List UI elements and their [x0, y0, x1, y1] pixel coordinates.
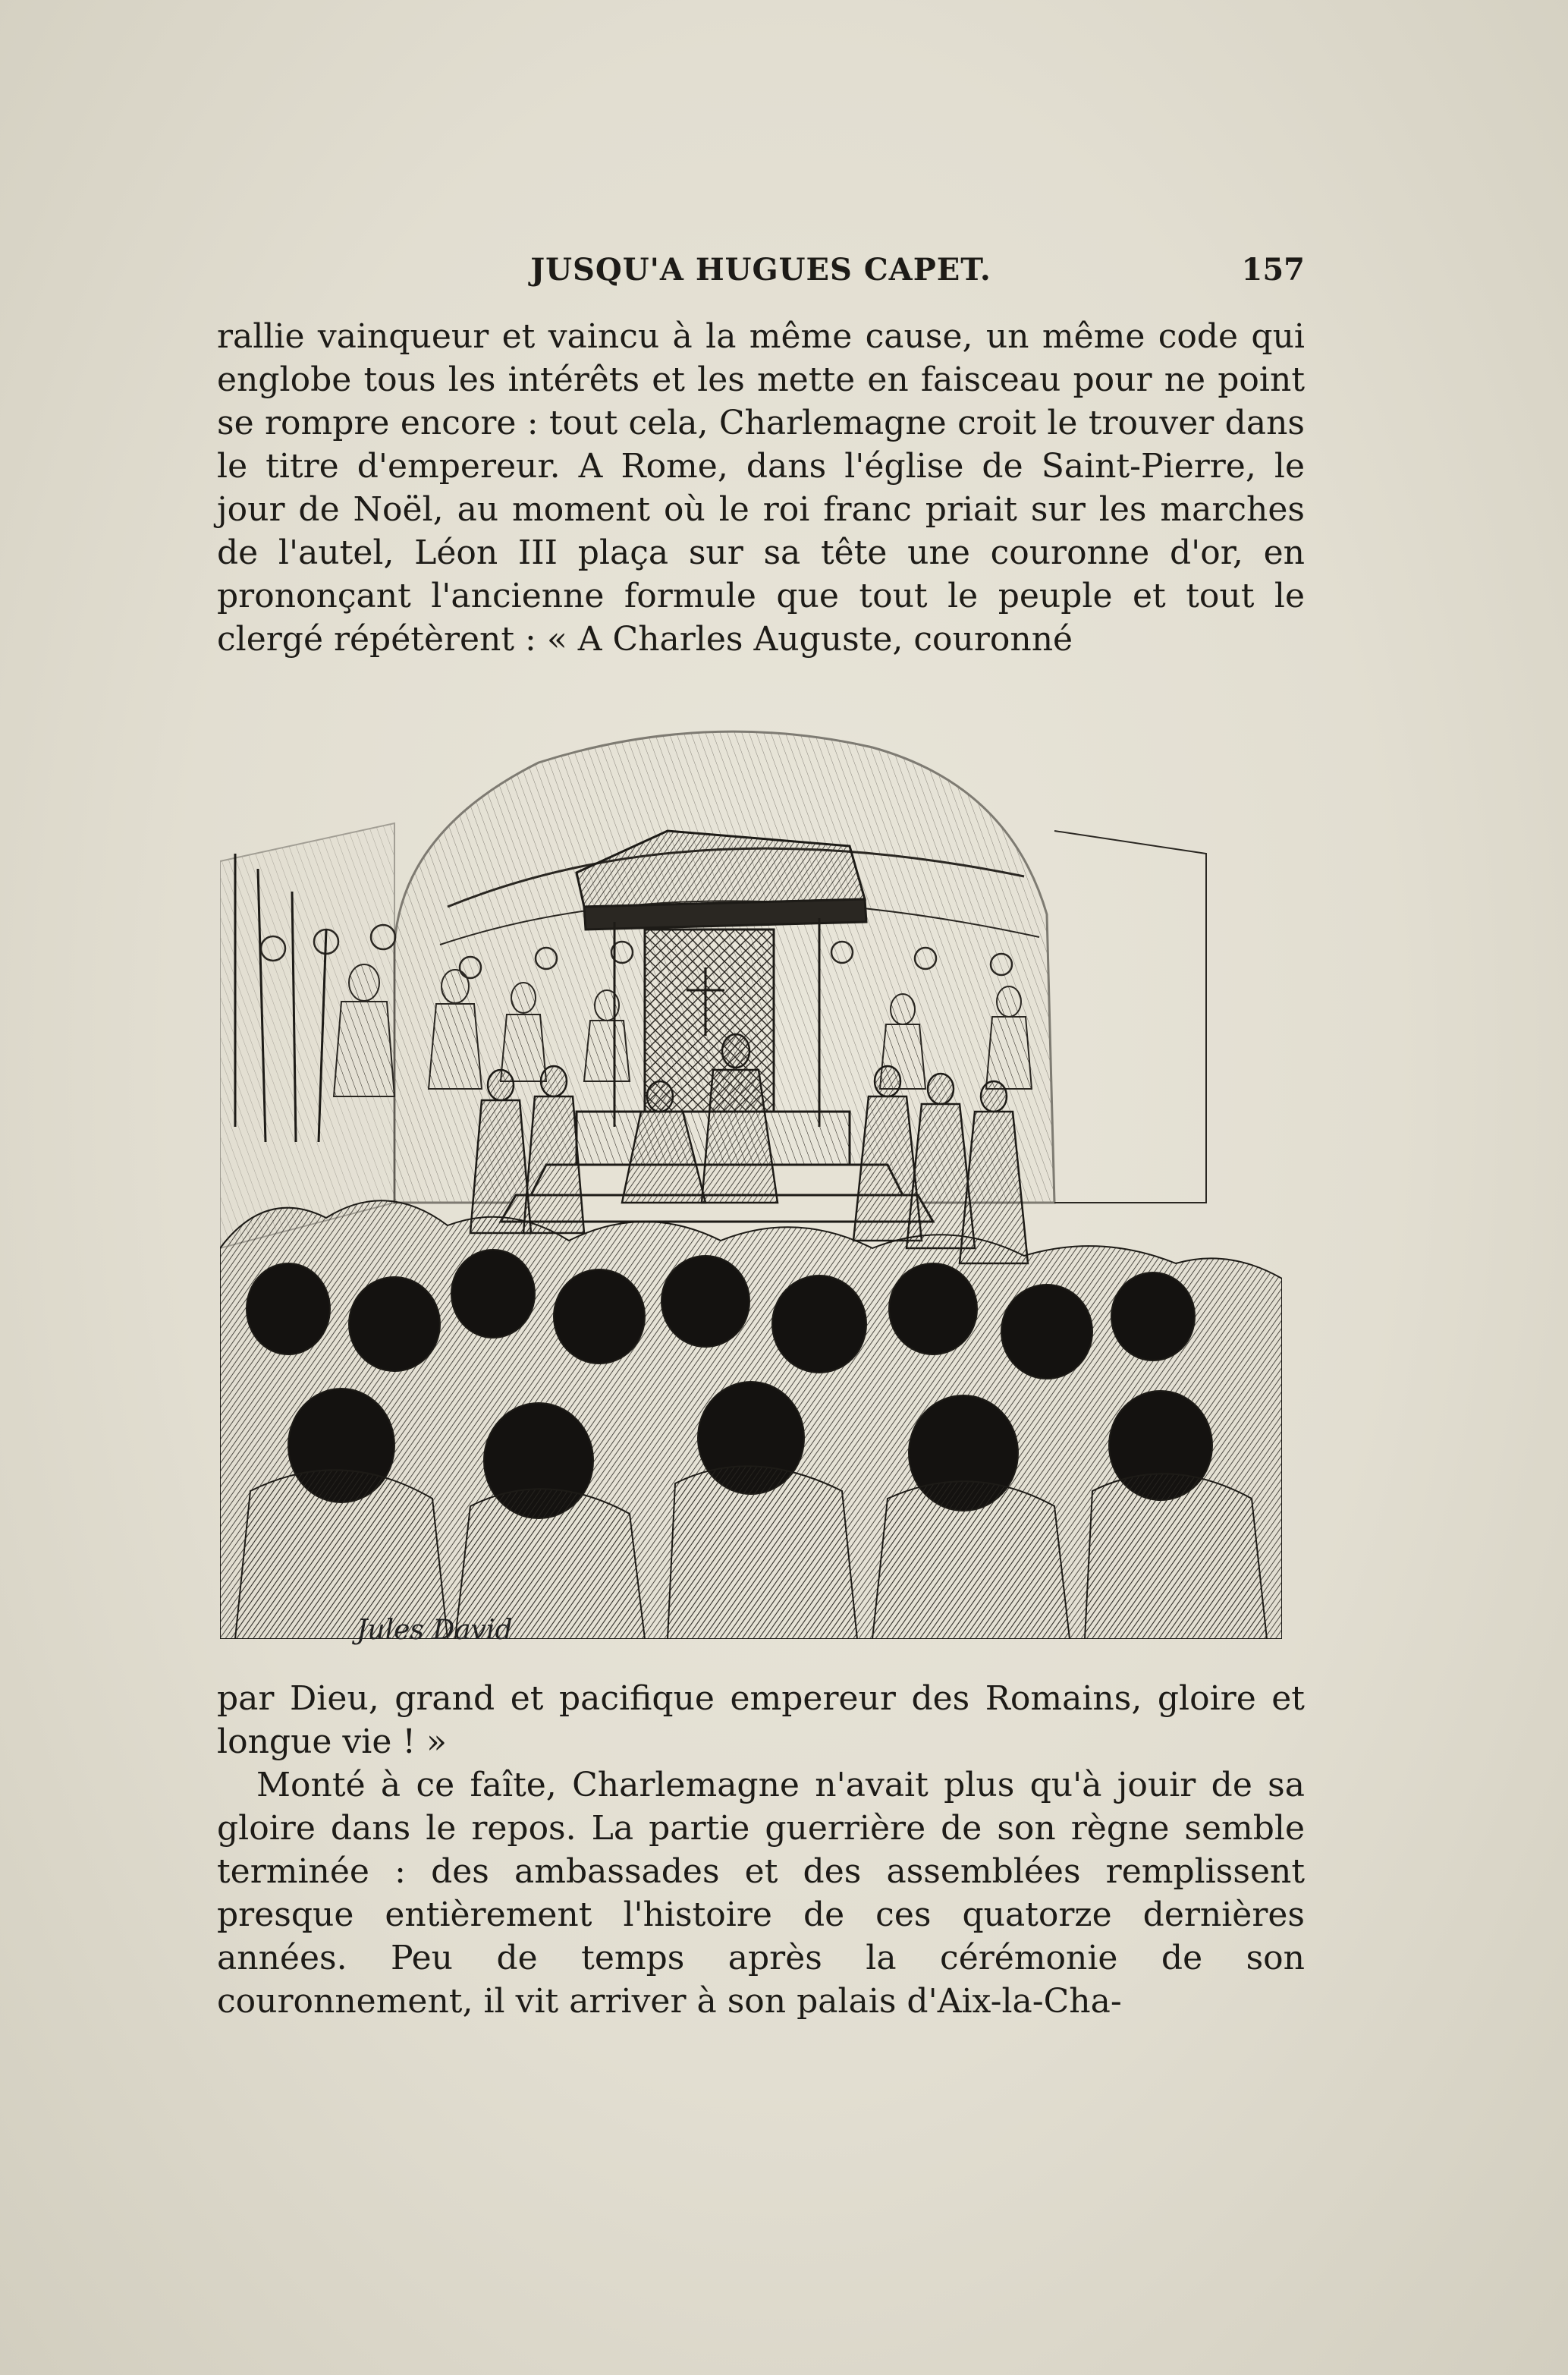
page-number: 157 [1241, 252, 1305, 288]
running-head [217, 252, 1305, 297]
body-text-top [217, 315, 1305, 661]
artist-signature: Jules David [357, 1615, 513, 1646]
coronation-engraving [220, 717, 1282, 1639]
paragraph: Monté à ce faîte, Charlemagne n'avait plus qu'à jouir de sa gloire dans le repos. La partie guerrière de son règne semble terminée : des ambassades et des assemblées remplissent presque entièrement l'histoire de ces quatorze dernières années. Peu de temps après la cérémonie de son couronnement, il vit arriver à son palais d'Aix-la-Cha- [217, 1766, 1305, 2021]
body-text-bottom [217, 1677, 1305, 2023]
paragraph: rallie vainqueur et vaincu à la même cause, un même code qui englobe tous les intérêts et les mette en faisceau pour ne point se rompre encore : tout cela, Charlemagne croit le trouver dans le titre d'empereur. A Rome, dans l'église de Saint-Pierre, le jour de Noël, au moment où le roi franc priait sur les marches de l'autel, Léon III plaça sur sa tête une couronne d'or, en prononçant l'ancienne formule que tout le peuple et tout le clergé répétèrent : « A Charles Auguste, couronné [217, 317, 1305, 659]
paragraph: par Dieu, grand et pacifique empereur des Romains, gloire et longue vie ! » [217, 1679, 1305, 1761]
running-title: JUSQU'A HUGUES CAPET. [530, 252, 991, 288]
